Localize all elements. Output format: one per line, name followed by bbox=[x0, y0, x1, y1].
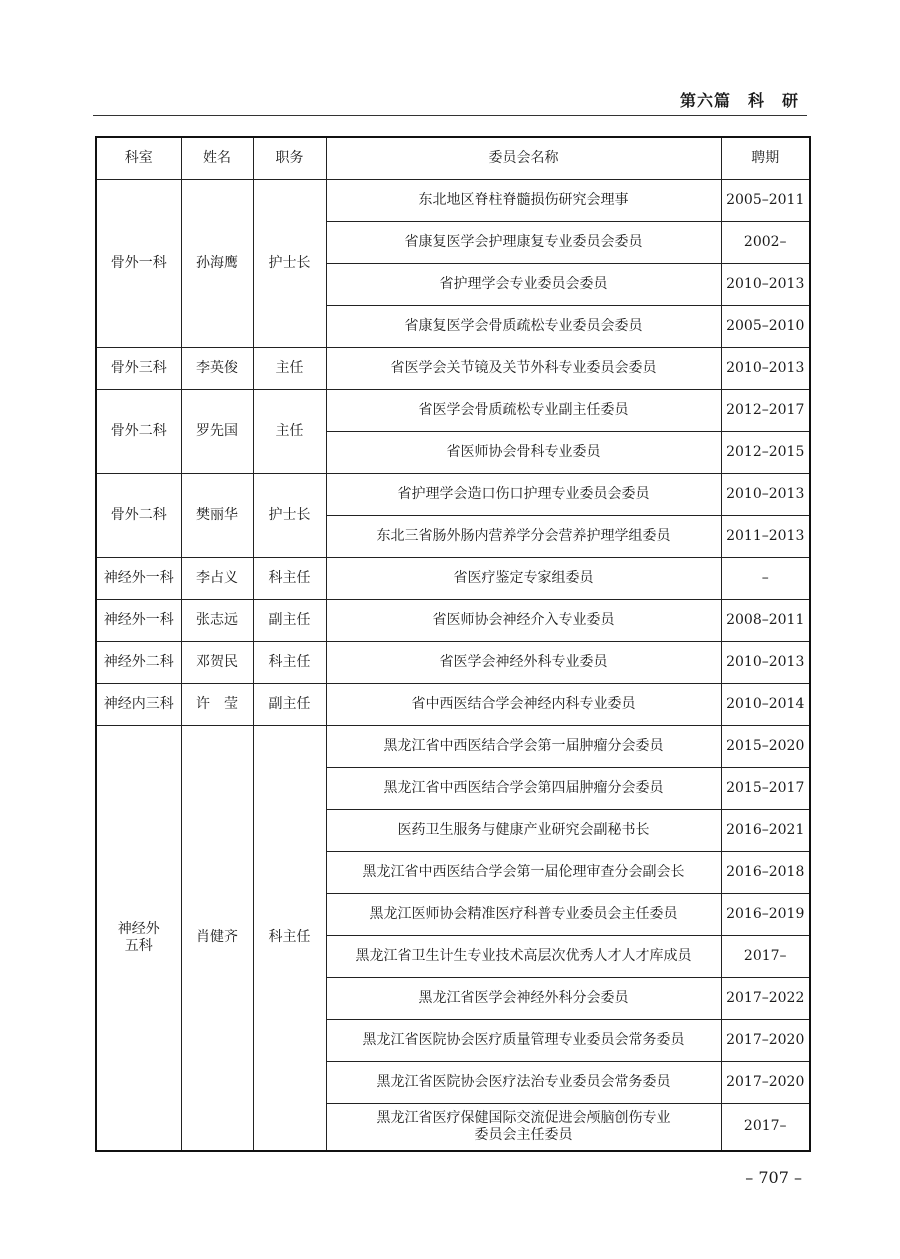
dept-cell: 神经外 五科 bbox=[96, 725, 181, 1151]
name-cell: 肖健齐 bbox=[181, 725, 253, 1151]
committee-cell: 东北地区脊柱脊髓损伤研究会理事 bbox=[326, 179, 721, 221]
committee-cell: 省康复医学会护理康复专业委员会委员 bbox=[326, 221, 721, 263]
title-cell: 科主任 bbox=[253, 725, 326, 1151]
dept-cell: 骨外一科 bbox=[96, 179, 181, 347]
term-cell: 2012–2017 bbox=[721, 389, 810, 431]
committee-table bbox=[95, 136, 811, 1152]
committee-cell: 黑龙江医师协会精准医疗科普专业委员会主任委员 bbox=[326, 893, 721, 935]
column-header-committee: 委员会名称 bbox=[326, 137, 721, 179]
dept-cell: 骨外三科 bbox=[96, 347, 181, 389]
committee-cell: 黑龙江省医疗保健国际交流促进会颅脑创伤专业 委员会主任委员 bbox=[326, 1103, 721, 1151]
term-cell: 2016–2018 bbox=[721, 851, 810, 893]
page-number: – 707 – bbox=[745, 1168, 802, 1187]
committee-cell: 省医疗鉴定专家组委员 bbox=[326, 557, 721, 599]
column-header-term: 聘期 bbox=[721, 137, 810, 179]
dept-cell: 神经内三科 bbox=[96, 683, 181, 725]
title-cell: 主任 bbox=[253, 389, 326, 473]
section-title: 第六篇 科 研 bbox=[679, 91, 799, 110]
term-cell: 2010–2013 bbox=[721, 473, 810, 515]
committee-cell: 黑龙江省医院协会医疗质量管理专业委员会常务委员 bbox=[326, 1019, 721, 1061]
table-row bbox=[96, 557, 810, 599]
title-cell: 副主任 bbox=[253, 683, 326, 725]
table-row bbox=[96, 179, 810, 221]
column-header-dept: 科室 bbox=[96, 137, 181, 179]
column-header-name: 姓名 bbox=[181, 137, 253, 179]
dept-cell: 神经外一科 bbox=[96, 557, 181, 599]
page-header bbox=[93, 88, 807, 116]
title-cell: 副主任 bbox=[253, 599, 326, 641]
title-cell: 科主任 bbox=[253, 557, 326, 599]
committee-cell: 东北三省肠外肠内营养学分会营养护理学组委员 bbox=[326, 515, 721, 557]
table-row bbox=[96, 725, 810, 767]
committee-cell: 省医师协会骨科专业委员 bbox=[326, 431, 721, 473]
title-cell: 主任 bbox=[253, 347, 326, 389]
dept-cell: 神经外一科 bbox=[96, 599, 181, 641]
name-cell: 张志远 bbox=[181, 599, 253, 641]
term-cell: 2012–2015 bbox=[721, 431, 810, 473]
term-cell: 2005–2010 bbox=[721, 305, 810, 347]
table-row bbox=[96, 473, 810, 515]
committee-cell: 省医学会关节镜及关节外科专业委员会委员 bbox=[326, 347, 721, 389]
table-header-row bbox=[96, 137, 810, 179]
term-cell: – bbox=[721, 557, 810, 599]
table-row bbox=[96, 389, 810, 431]
committee-cell: 黑龙江省中西医结合学会第四届肿瘤分会委员 bbox=[326, 767, 721, 809]
committee-cell: 省护理学会造口伤口护理专业委员会委员 bbox=[326, 473, 721, 515]
term-cell: 2017– bbox=[721, 1103, 810, 1151]
name-cell: 罗先国 bbox=[181, 389, 253, 473]
committee-cell: 省医学会骨质疏松专业副主任委员 bbox=[326, 389, 721, 431]
committee-cell: 省护理学会专业委员会委员 bbox=[326, 263, 721, 305]
term-cell: 2002– bbox=[721, 221, 810, 263]
dept-cell: 骨外二科 bbox=[96, 389, 181, 473]
table-row bbox=[96, 641, 810, 683]
term-cell: 2010–2014 bbox=[721, 683, 810, 725]
name-cell: 李英俊 bbox=[181, 347, 253, 389]
dept-cell: 神经外二科 bbox=[96, 641, 181, 683]
term-cell: 2005–2011 bbox=[721, 179, 810, 221]
term-cell: 2017–2020 bbox=[721, 1061, 810, 1103]
term-cell: 2016–2021 bbox=[721, 809, 810, 851]
committee-cell: 省康复医学会骨质疏松专业委员会委员 bbox=[326, 305, 721, 347]
committee-cell: 黑龙江省卫生计生专业技术高层次优秀人才人才库成员 bbox=[326, 935, 721, 977]
title-cell: 护士长 bbox=[253, 179, 326, 347]
term-cell: 2015–2020 bbox=[721, 725, 810, 767]
header-rule bbox=[93, 115, 807, 116]
committee-cell: 黑龙江省医学会神经外科分会委员 bbox=[326, 977, 721, 1019]
term-cell: 2017–2020 bbox=[721, 1019, 810, 1061]
name-cell: 孙海鹰 bbox=[181, 179, 253, 347]
term-cell: 2008–2011 bbox=[721, 599, 810, 641]
name-cell: 许 莹 bbox=[181, 683, 253, 725]
committee-cell: 黑龙江省中西医结合学会第一届伦理审查分会副会长 bbox=[326, 851, 721, 893]
title-cell: 科主任 bbox=[253, 641, 326, 683]
title-cell: 护士长 bbox=[253, 473, 326, 557]
term-cell: 2011–2013 bbox=[721, 515, 810, 557]
name-cell: 邓贺民 bbox=[181, 641, 253, 683]
term-cell: 2015–2017 bbox=[721, 767, 810, 809]
committee-cell: 黑龙江省中西医结合学会第一届肿瘤分会委员 bbox=[326, 725, 721, 767]
name-cell: 李占义 bbox=[181, 557, 253, 599]
table-row bbox=[96, 599, 810, 641]
committee-cell: 省医师协会神经介入专业委员 bbox=[326, 599, 721, 641]
table-row bbox=[96, 683, 810, 725]
dept-cell: 骨外二科 bbox=[96, 473, 181, 557]
term-cell: 2017– bbox=[721, 935, 810, 977]
committee-cell: 省医学会神经外科专业委员 bbox=[326, 641, 721, 683]
term-cell: 2010–2013 bbox=[721, 347, 810, 389]
term-cell: 2010–2013 bbox=[721, 641, 810, 683]
committee-cell: 黑龙江省医院协会医疗法治专业委员会常务委员 bbox=[326, 1061, 721, 1103]
term-cell: 2017–2022 bbox=[721, 977, 810, 1019]
committee-cell: 省中西医结合学会神经内科专业委员 bbox=[326, 683, 721, 725]
committee-cell: 医药卫生服务与健康产业研究会副秘书长 bbox=[326, 809, 721, 851]
term-cell: 2010–2013 bbox=[721, 263, 810, 305]
table-row bbox=[96, 347, 810, 389]
column-header-title: 职务 bbox=[253, 137, 326, 179]
name-cell: 樊丽华 bbox=[181, 473, 253, 557]
term-cell: 2016–2019 bbox=[721, 893, 810, 935]
